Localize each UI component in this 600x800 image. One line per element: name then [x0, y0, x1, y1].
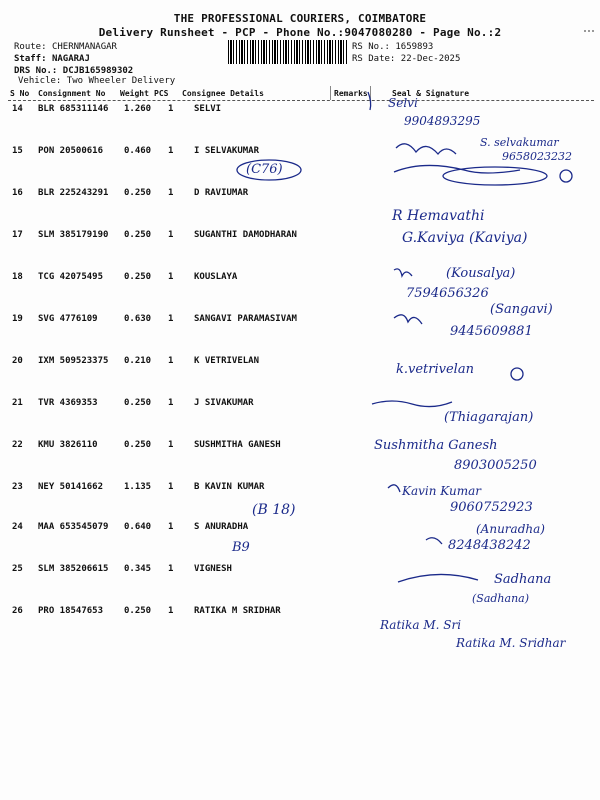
cell-pcs: 1 [168, 230, 174, 240]
cell-sno: 19 [12, 314, 23, 324]
cell-consignee: SUGANTHI DAMODHARAN [194, 230, 297, 240]
cell-weight: 1.135 [124, 482, 152, 492]
handwritten-note: 8248438242 [448, 538, 531, 553]
cell-consignee: SANGAVI PARAMASIVAM [194, 314, 297, 324]
cell-weight: 0.640 [124, 522, 152, 532]
handwritten-note: (Thiagarajan) [444, 410, 534, 425]
cell-consignment: SLM 385206615 [38, 564, 109, 574]
cell-pcs: 1 [168, 188, 174, 198]
handwritten-note: R Hemavathi [392, 208, 485, 224]
cell-consignee: S ANURADHA [194, 522, 249, 532]
handwritten-note: (C76) [246, 162, 283, 177]
cell-pcs: 1 [168, 104, 174, 114]
cell-weight: 0.460 [124, 146, 152, 156]
scribble-mark [368, 92, 371, 110]
scribble-mark [388, 485, 400, 492]
cell-sno: 20 [12, 356, 23, 366]
col-consignment: Consignment No [38, 89, 106, 98]
cell-weight: 0.250 [124, 606, 152, 616]
col-sno: S No [10, 89, 30, 98]
scribble-mark [560, 170, 572, 182]
route-value: CHERNMANAGAR [51, 42, 117, 52]
handwritten-note: (Kousalya) [446, 266, 516, 281]
cell-consignment: PRO 18547653 [38, 606, 104, 616]
cell-consignment: TVR 4369353 [38, 398, 98, 408]
handwritten-note: (Sangavi) [490, 302, 553, 317]
cell-pcs: 1 [168, 606, 174, 616]
cell-consignment: SVG 4776109 [38, 314, 98, 324]
cell-weight: 0.250 [124, 272, 152, 282]
runsheet-subtitle: Delivery Runsheet - PCP - Phone No.:9047080280 - Page No.:2 [98, 26, 502, 39]
handwritten-note: 9445609881 [450, 324, 533, 339]
cell-weight: 0.210 [124, 356, 152, 366]
cell-pcs: 1 [168, 564, 174, 574]
scribble-mark [426, 538, 442, 544]
handwritten-note: Selvi [388, 96, 418, 110]
cell-pcs: 1 [168, 440, 174, 450]
cell-pcs: 1 [168, 522, 174, 532]
cell-consignee: KOUSLAYA [194, 272, 238, 282]
cell-sno: 25 [12, 564, 23, 574]
cell-consignment: TCG 42075495 [38, 272, 104, 282]
scribble-mark [443, 167, 547, 185]
vehicle-value: Two Wheeler Delivery [66, 76, 176, 86]
handwritten-note: Ratika M. Sri [380, 618, 462, 632]
cell-consignment: PON 20500616 [38, 146, 104, 156]
cell-weight: 1.260 [124, 104, 152, 114]
cell-pcs: 1 [168, 314, 174, 324]
cell-weight: 0.250 [124, 398, 152, 408]
scribble-mark [394, 315, 422, 324]
drs-label: DRS No.: [14, 66, 58, 76]
cell-consignee: K VETRIVELAN [194, 356, 260, 366]
cell-pcs: 1 [168, 398, 174, 408]
cell-consignment: SLM 385179190 [38, 230, 109, 240]
handwritten-note: G.Kaviya (Kaviya) [402, 230, 528, 246]
cell-weight: 0.250 [124, 230, 152, 240]
handwritten-note: (B 18) [252, 502, 296, 518]
cell-pcs: 1 [168, 482, 174, 492]
cell-weight: 0.250 [124, 440, 152, 450]
scribble-mark [237, 160, 301, 180]
cell-consignee: B KAVIN KUMAR [194, 482, 265, 492]
cell-consignment: KMU 3826110 [38, 440, 98, 450]
cell-consignee: SUSHMITHA GANESH [194, 440, 281, 450]
cell-weight: 0.630 [124, 314, 152, 324]
handwritten-note: k.vetrivelan [396, 362, 474, 377]
col-remarks: Remarks [334, 89, 368, 98]
handwritten-note: 8903005250 [454, 458, 537, 473]
handwritten-note: Sadhana [494, 572, 552, 587]
cell-weight: 0.250 [124, 188, 152, 198]
staff-value: NAGARAJ [51, 54, 90, 64]
cell-sno: 23 [12, 482, 23, 492]
col-consignee: Consignee Details [182, 89, 264, 98]
staff-label: Staff: [14, 54, 47, 64]
handwritten-note: Ratika M. Sridhar [456, 636, 566, 650]
cell-consignee: RATIKA M SRIDHAR [194, 606, 281, 616]
cell-pcs: 1 [168, 356, 174, 366]
cell-sno: 18 [12, 272, 23, 282]
scribble-mark [396, 144, 456, 154]
cell-sno: 14 [12, 104, 23, 114]
cell-sno: 16 [12, 188, 23, 198]
handwritten-note: Kavin Kumar [402, 484, 481, 498]
cell-consignee: I SELVAKUMAR [194, 146, 260, 156]
company-title: THE PROFESSIONAL COURIERS, COIMBATORE [173, 12, 427, 25]
handwritten-note: Sushmitha Ganesh [374, 438, 498, 453]
scribble-mark [511, 368, 523, 380]
cell-sno: 21 [12, 398, 23, 408]
scribble-mark [372, 401, 452, 407]
col-seal: Seal & Signature [392, 89, 470, 98]
cell-consignee: VIGNESH [194, 564, 232, 574]
drs-value: DCJB165989302 [62, 66, 134, 76]
cell-weight: 0.345 [124, 564, 152, 574]
handwritten-note: S. selvakumar [480, 136, 559, 149]
col-pcs: PCS [154, 89, 169, 98]
rs-date-value: 22-Dec-2025 [400, 54, 461, 64]
handwritten-note: 9904893295 [404, 114, 481, 128]
scribble-mark [394, 269, 412, 276]
cell-consignment: BLR 225243291 [38, 188, 109, 198]
cell-consignment: MAA 653545079 [38, 522, 109, 532]
handwritten-note: (Anuradha) [476, 522, 545, 536]
handwritten-note: 7594656326 [406, 286, 489, 301]
handwritten-note: B9 [232, 540, 250, 555]
rs-no-value: 1659893 [395, 42, 434, 52]
cell-consignment: BLR 685311146 [38, 104, 109, 114]
cell-consignee: SELVI [194, 104, 222, 114]
cell-pcs: 1 [168, 146, 174, 156]
cell-sno: 15 [12, 146, 23, 156]
handwritten-note: (Sadhana) [472, 592, 530, 605]
cell-pcs: 1 [168, 272, 174, 282]
vehicle-label: Vehicle: [18, 76, 62, 86]
rs-date-label: RS Date: [352, 54, 396, 64]
cell-sno: 22 [12, 440, 23, 450]
cell-sno: 24 [12, 522, 23, 532]
handwritten-note: 9060752923 [450, 500, 533, 515]
col-weight: Weight [120, 89, 149, 98]
cell-consignment: NEY 50141662 [38, 482, 104, 492]
cell-consignment: IXM 509523375 [38, 356, 109, 366]
handwritten-note: 9658023232 [502, 150, 572, 163]
cell-sno: 17 [12, 230, 23, 240]
scribble-mark [398, 574, 478, 582]
cell-consignee: D RAVIUMAR [194, 188, 249, 198]
cell-consignee: J SIVAKUMAR [194, 398, 254, 408]
rs-no-label: RS No.: [352, 42, 390, 52]
cell-sno: 26 [12, 606, 23, 616]
route-label: Route: [14, 42, 47, 52]
